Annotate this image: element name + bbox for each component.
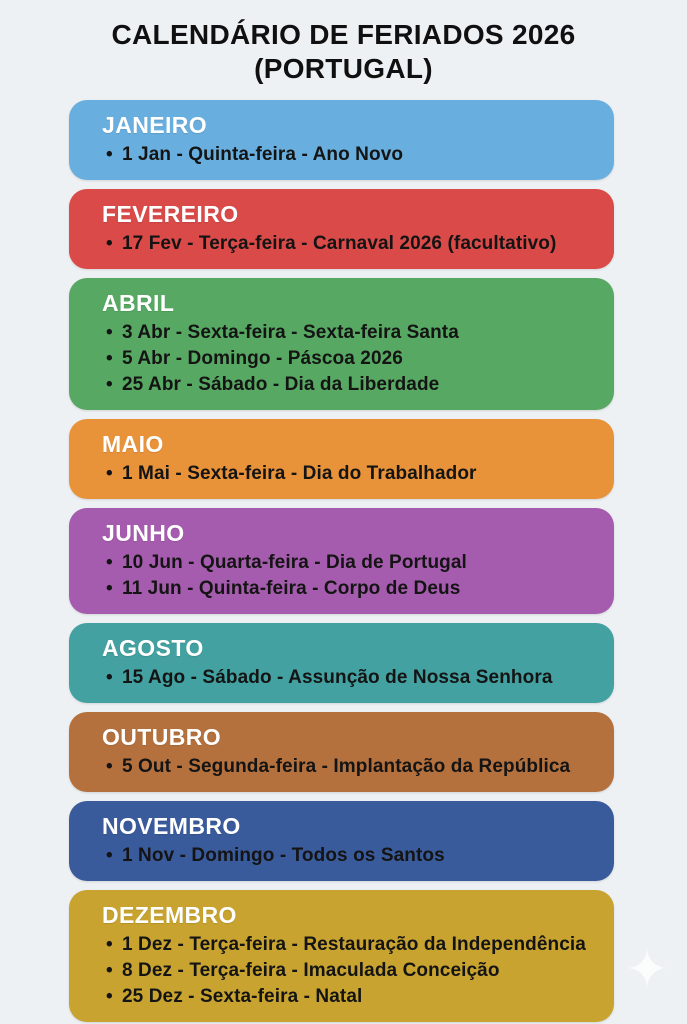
holiday-item: • 15 Ago - Sábado - Assunção de Nossa Senhora bbox=[122, 665, 596, 691]
month-card-fevereiro bbox=[69, 189, 614, 269]
page-title-line2: (PORTUGAL) bbox=[254, 53, 433, 84]
month-title: ABRIL bbox=[102, 290, 175, 316]
holiday-list bbox=[102, 461, 596, 487]
holiday-item: • 1 Dez - Terça-feira - Restauração da Independência bbox=[122, 932, 596, 958]
month-title: NOVEMBRO bbox=[102, 813, 241, 839]
holiday-list bbox=[102, 754, 596, 780]
page-title bbox=[0, 18, 687, 86]
month-card-abril bbox=[69, 278, 614, 410]
month-card-outubro bbox=[69, 712, 614, 792]
month-title: OUTUBRO bbox=[102, 724, 222, 750]
holiday-item: • 1 Nov - Domingo - Todos os Santos bbox=[122, 843, 596, 869]
holiday-list bbox=[102, 320, 596, 398]
month-card-junho bbox=[69, 508, 614, 614]
month-card-janeiro bbox=[69, 100, 614, 180]
month-card-agosto bbox=[69, 623, 614, 703]
month-card-dezembro bbox=[69, 890, 614, 1022]
holiday-item: • 25 Dez - Sexta-feira - Natal bbox=[122, 984, 596, 1010]
month-title: JUNHO bbox=[102, 520, 185, 546]
holiday-item: • 11 Jun - Quinta-feira - Corpo de Deus bbox=[122, 576, 596, 602]
month-title: AGOSTO bbox=[102, 635, 204, 661]
holiday-item: • 10 Jun - Quarta-feira - Dia de Portugal bbox=[122, 550, 596, 576]
month-list bbox=[69, 100, 614, 1022]
month-title: MAIO bbox=[102, 431, 164, 457]
holiday-list bbox=[102, 843, 596, 869]
page-title-line1: CALENDÁRIO DE FERIADOS 2026 bbox=[111, 19, 576, 50]
holiday-item: • 5 Abr - Domingo - Páscoa 2026 bbox=[122, 346, 596, 372]
sparkle-icon: ✦ bbox=[625, 941, 669, 999]
holiday-item: • 5 Out - Segunda-feira - Implantação da República bbox=[122, 754, 596, 780]
month-card-maio bbox=[69, 419, 614, 499]
holiday-list bbox=[102, 665, 596, 691]
holiday-list bbox=[102, 932, 596, 1010]
holiday-item: • 3 Abr - Sexta-feira - Sexta-feira Santa bbox=[122, 320, 596, 346]
holiday-item: • 1 Mai - Sexta-feira - Dia do Trabalhador bbox=[122, 461, 596, 487]
holiday-list bbox=[102, 550, 596, 602]
month-title: DEZEMBRO bbox=[102, 902, 237, 928]
month-title: JANEIRO bbox=[102, 112, 208, 138]
holiday-item: • 17 Fev - Terça-feira - Carnaval 2026 (facultativo) bbox=[122, 231, 596, 257]
holiday-item: • 8 Dez - Terça-feira - Imaculada Conceição bbox=[122, 958, 596, 984]
holiday-item: • 1 Jan - Quinta-feira - Ano Novo bbox=[122, 142, 596, 168]
holiday-list bbox=[102, 231, 596, 257]
month-title: FEVEREIRO bbox=[102, 201, 239, 227]
holiday-item: • 25 Abr - Sábado - Dia da Liberdade bbox=[122, 372, 596, 398]
month-card-novembro bbox=[69, 801, 614, 881]
holiday-list bbox=[102, 142, 596, 168]
